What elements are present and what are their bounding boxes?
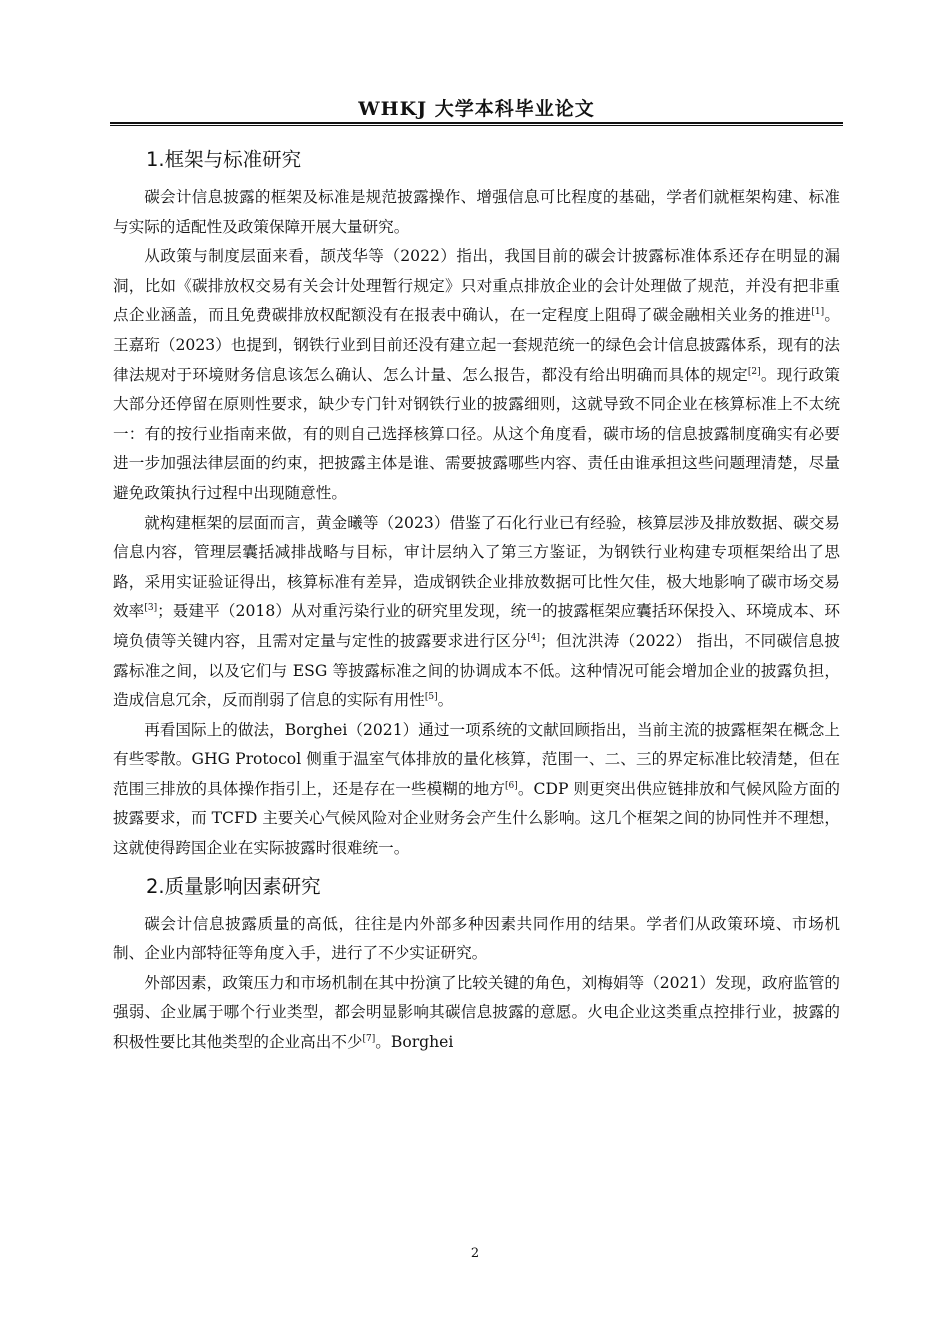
citation-ref: [4] bbox=[527, 632, 541, 643]
body-text bbox=[113, 140, 840, 1058]
paragraph: 碳会计信息披露的框架及标准是规范披露操作、增强信息可比程度的基础，学者们就框架构建、标准与实际的适配性及政策保障开展大量研究。 bbox=[113, 188, 840, 236]
paragraph: 外部因素，政策压力和市场机制在其中扮演了比较关键的角色，刘梅娟等（2021）发现，政府监管的强弱、企业属于哪个行业类型，都会明显影响其碳信息披露的意愿。火电企业这类重点控排行业，披露的积极性要比其他类型的企业高出不少[7]。Borghei bbox=[113, 973, 840, 1052]
citation-ref: [6] bbox=[505, 780, 518, 791]
citation-ref: [7] bbox=[362, 1033, 376, 1044]
citation-ref: [5] bbox=[424, 691, 438, 702]
section-heading-framework: 1.框架与标准研究 bbox=[146, 148, 302, 171]
section-heading-quality-factors: 2.质量影响因素研究 bbox=[146, 874, 321, 898]
citation-ref: [2] bbox=[747, 366, 761, 377]
paragraph: 碳会计信息披露质量的高低，往往是内外部多种因素共同作用的结果。学者们从政策环境、市场机制、企业内部特征等角度入手，进行了不少实证研究。 bbox=[113, 914, 840, 963]
citation-ref: [1] bbox=[811, 307, 825, 318]
header-rule bbox=[110, 122, 843, 124]
header-rule-thin bbox=[110, 125, 843, 126]
paragraph: 再看国际上的做法，Borghei（2021）通过一项系统的文献回顾指出，当前主流的披露框架在概念上有些零散。GHG Protocol 侧重于温室气体排放的量化核算，范围一、二、三的界定标准比较清楚，但在范围三排放的具体操作指引上，还是存在一些模糊的地方[6]。CDP 则更突出供应链排放和气候风险方面的披露要求，而 TCFD 主要关心气候风险对企业财务会产生什么影响。这几个框架之间的协同性并不理想，这就使得跨国企业在实际披露时很难统一。 bbox=[113, 720, 840, 858]
citation-ref: [3] bbox=[144, 603, 158, 614]
paragraph: 就构建框架的层面而言，黄金曦等（2023）借鉴了石化行业已有经验，核算层涉及排放数据、碳交易信息内容，管理层囊括减排战略与目标，审计层纳入了第三方鉴证，为钢铁行业构建专项框架给出了思路，采用实证验证得出，核算标准有差异，造成钢铁企业排放数据可比性欠佳，极大地影响了碳市场交易效率[3]；聂建平（2018）从对重污染行业的研究里发现，统一的披露框架应囊括环保投入、环境成本、环境负债等关键内容，且需对定量与定性的披露要求进行区分[4]；但沈洪涛（2022） 指出，不同碳信息披露标准之间，以及它们与 ESG 等披露标准之间的协调成本不低。这种情况可能会增加企业的披露负担，造成信息冗余，反而削弱了信息的实际有用性[5]。 bbox=[113, 513, 840, 710]
page-number: 2 bbox=[470, 1246, 480, 1261]
paragraph: 从政策与制度层面来看，颉茂华等（2022）指出，我国目前的碳会计披露标准体系还存在明显的漏洞，比如《碳排放权交易有关会计处理暂行规定》只对重点排放企业的会计处理做了规范，并没有把非重点企业涵盖，而且免费碳排放权配额没有在报表中确认，在一定程度上阻碍了碳金融相关业务的推进[1]。王嘉珩（2023）也提到，钢铁行业到目前还没有建立起一套规范统一的绿色会计信息披露体系，现有的法律法规对于环境财务信息该怎么确认、怎么计量、怎么报告，都没有给出明确而具体的规定[2]。现行政策大部分还停留在原则性要求，缺少专门针对钢铁行业的披露细则，这就导致不同企业在核算标准上不太统一：有的按行业指南来做，有的则自己选择核算口径。从这个角度看，碳市场的信息披露制度确实有必要进一步加强法律层面的约束，把披露主体是谁、需要披露哪些内容、责任由谁承担这些问题理清楚，尽量避免政策执行过程中出现随意性。 bbox=[113, 247, 840, 502]
running-header: WHKJ 大学本科毕业论文 bbox=[358, 98, 595, 120]
